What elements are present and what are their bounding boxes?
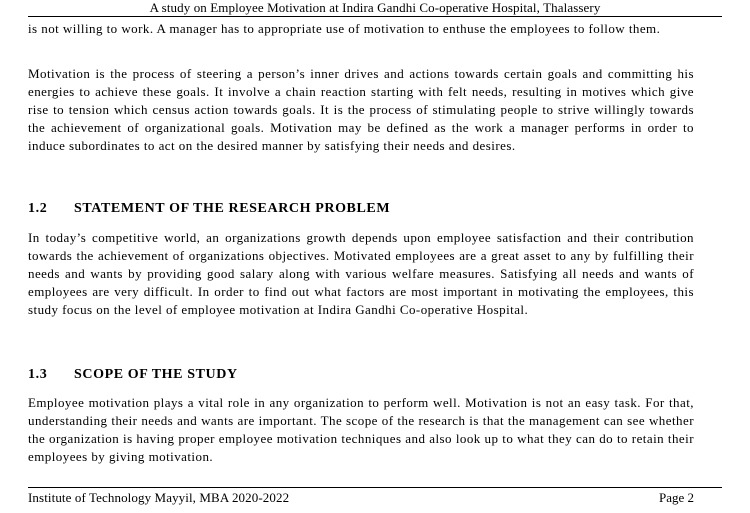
paragraph-research-problem: In today’s competitive world, an organizations growth depends upon employee satisfaction and their contribution towards the achievement of organizations objectives. Motivated employees are a great asset to any by fulfilling their needs and wants by providing good salary along with various welfare measures. Satisfying all needs and wants of employees are very difficult. In order to find out what factors are most important in motivating the employees, this study focus on the level of employee motivation at Indira Gandhi Co-operative Hospital.	[28, 230, 694, 318]
paragraph-scope: Employee motivation plays a vital role in any organization to perform well. Motivation is not an easy task. For that, understanding their needs and wants are important. The scope of the research is that the management can see whether the organization is having proper employee motivation techniques and also look up to what they can do to retain their employees by giving motivation.	[28, 395, 694, 465]
header-divider	[28, 16, 722, 17]
page-number: Page 2	[658, 490, 694, 505]
section-number: 1.3	[28, 367, 48, 382]
running-header: A study on Employee Motivation at Indira Gandhi Co-operative Hospital, Thalassery	[149, 0, 601, 15]
paragraph-continued: is not willing to work. A manager has to appropriate use of motivation to enthuse the employees to follow them.	[28, 21, 661, 36]
section-title: SCOPE OF THE STUDY	[74, 367, 238, 382]
section-title: STATEMENT OF THE RESEARCH PROBLEM	[74, 201, 391, 216]
section-heading-scope	[28, 366, 694, 384]
section-heading-research-problem	[28, 200, 694, 218]
footer-institute: Institute of Technology Mayyil, MBA 2020-2022	[28, 490, 290, 505]
footer-divider	[28, 487, 722, 488]
section-number: 1.2	[28, 201, 48, 216]
paragraph-motivation-definition: Motivation is the process of steering a person’s inner drives and actions towards certain goals and committing his energies to achieve these goals. It involve a chain reaction starting with felt needs, resulting in motives which give rise to tension which census action towards goals. It is the process of stimulating people to strive willingly towards the achievement of organizational goals. Motivation may be defined as the work a manager performs in order to induce subordinates to act on the desired manner by satisfying their needs and desires.	[28, 66, 694, 154]
